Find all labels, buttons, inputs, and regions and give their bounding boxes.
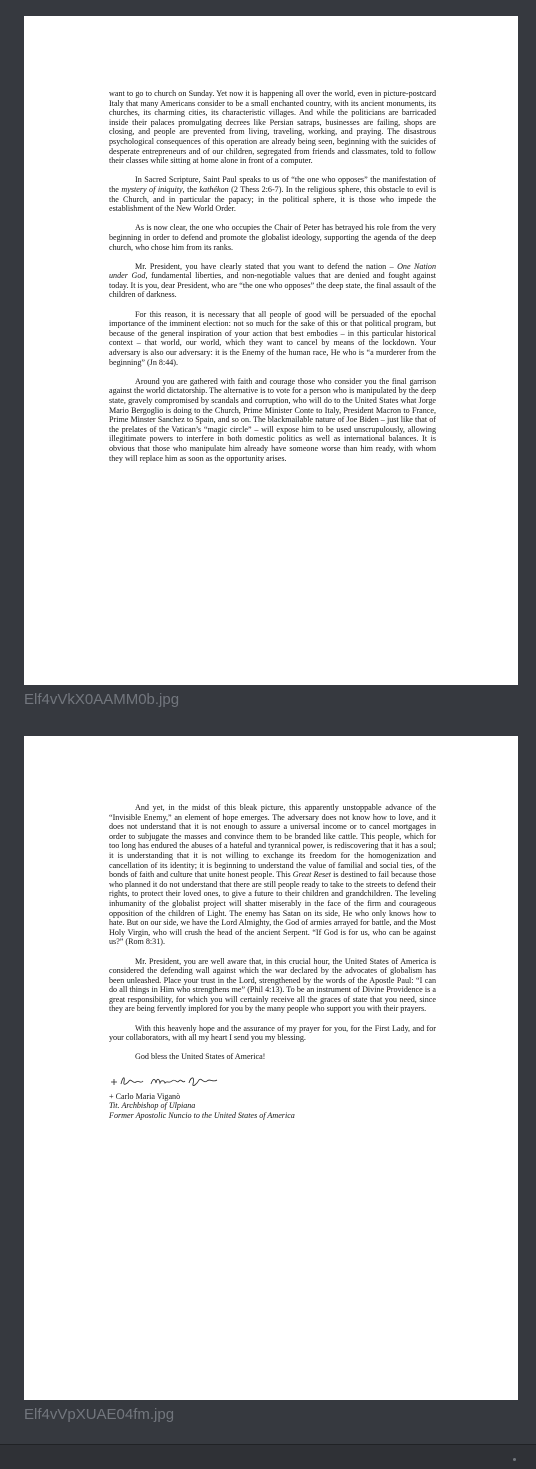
attachment-filename-1[interactable]: Elf4vVkX0AAMM0b.jpg [24,691,180,708]
paragraph-text: God bless the United States of America! [135,1052,266,1062]
signature-block [109,1072,436,1121]
letter-paragraph [109,1024,436,1043]
attachment-image-2[interactable] [24,736,518,1426]
attachment-filename-2[interactable]: Elf4vVpXUAE04fm.jpg [24,1406,175,1423]
letter-paragraph [109,89,436,166]
handwritten-signature [109,1072,227,1090]
paragraph-text: Mr. President, you have clearly stated that you want to defend the nation – [135,261,398,271]
italic-text: One Nation under God [109,261,437,281]
signatory-name: + Carlo Maria Viganò [109,1091,181,1101]
italic-text: kathékon [199,184,229,194]
letter-paragraph [109,223,436,252]
paragraph-text: In Sacred Scripture, Saint Paul speaks to us of “the one who opposes” the manifestation of the [109,175,436,194]
attachment-image-1[interactable] [24,16,518,711]
letter-page-1[interactable] [24,16,518,685]
paragraph-text: As is now clear, the one who occupies the Chair of Peter has betrayed his role from the very beginning in order to defend and promote the globalist ideology, supporting the agenda of the deep church, who chose him from its ranks. [109,223,436,252]
letter-paragraph [109,262,436,300]
letter-paragraph [109,377,436,463]
signatory-title: Tit. Archbishop of Ulpiana [109,1101,196,1111]
italic-text: mystery of iniquity [121,184,183,194]
message-input-bar[interactable] [0,1444,536,1469]
paragraph-text: want to go to church on Sunday. Yet now it is happening all over the world, even in picture-postcard Italy that many Americans consider to be a small enchanted country, with its ancient monuments, its churches, its charming cities, its characteristic villages. And while the politicians are barricaded inside their palaces promulgating decrees like Persian satraps, businesses are failing, shops are closing, and people are prevented from living, traveling, working, and praying. The disastrous psychological consequences of this operation are already being seen, beginning with the suicides of desperate entrepreneurs and of our children, segregated from friends and classmates, told to follow their classes while sitting at home alone in front of a computer. [109,89,436,166]
letter-paragraph [109,957,436,1015]
paragraph-text: With this heavenly hope and the assurance of my prayer for you, for the First Lady, and for your collaborators, with all my heart I send you my blessing. [109,1023,436,1043]
letter-paragraph [109,1052,436,1062]
letter-paragraph [109,310,436,368]
italic-text: Great Reset [292,870,331,880]
letter-paragraph [109,803,436,947]
letter-page-2[interactable] [24,736,518,1400]
letter-paragraph [109,175,436,213]
paragraph-text: And yet, in the midst of this bleak picture, this apparently unstoppable advance of the “Invisible Enemy,” an element of hope emerges. The adversary does not know how to love, and it does not understand that it is not enough to assure a universal income or to cancel mortgages in order to subjugate the masses and convince them to be branded like cattle. This people, which for too long has endured the abuses of a hateful and tyrannical power, is rediscovering that it has a soul; it is understanding that it is not willing to exchange its freedom for the homogenization and cancellation of its identity; it is beginning to understand the value of familial and social ties, of the bonds of faith and culture that unite honest people. This [109,803,436,880]
paragraph-text: , the [182,184,200,194]
paragraph-text: For this reason, it is necessary that all people of good will be persuaded of the epochal importance of the imminent election: not so much for the sake of this or that political program, but because of the general inspiration of your action that best embodies – in this particular historical context – that world, our world, which they want to cancel by means of the lockdown. Your adversary is also our adversary: it is the Enemy of the human race, He who is “a murderer from the beginning” (Jn 8:44). [109,309,436,367]
paragraph-text: (2 Thess 2:6-7). In the religious sphere, this obstacle to evil is the Church, and in particular the papacy; in the political sphere, it is those who impede the establishment of the New World Order. [109,184,436,214]
corner-indicator-icon [513,1458,516,1461]
paragraph-text: is destined to fail because those who planned it do not understand that there are still people ready to take to the streets to defend their rights, to protect their loved ones, to give a future to their children and grandchildren. The leveling inhumanity of the globalist project will shatter miserably in the face of the firm and courageous opposition of the children of Light. The enemy has Satan on its side, He who only knows how to hate. But on our side, we have the Lord Almighty, the God of armies arrayed for battle, and the Most Holy Virgin, who will crush the head of the ancient Serpent. “If God is for us, who can be against us?” (Rom 8:31). [109,870,436,947]
paragraph-text: Around you are gathered with faith and courage those who consider you the final garrison against the world dictatorship. The alternative is to vote for a person who is manipulated by the deep state, gravely compromised by scandals and corruption, who will do to the United States what Jorge Mario Bergoglio is doing to the Church, Prime Minister Conte to Italy, President Macron to France, Prime Minster Sanchez to Spain, and so on. The blackmailable nature of Joe Biden – just like that of the prelates of the Vatican’s “magic circle” – will expose him to be used unscrupulously, allowing illegitimate powers to interfere in both domestic politics as well as international balances. It is obvious that those who manipulate him already have someone worse than him ready, with whom they will replace him as soon as the opportunity arises. [109,376,436,463]
signatory-former-role: Former Apostolic Nuncio to the United States of America [109,1110,295,1120]
paragraph-text: , fundamental liberties, and non-negotiable values that are denied and fought against today. It is you, dear President, who are “the one who opposes” the deep state, the final assault of the children of darkness. [109,271,436,300]
paragraph-text: Mr. President, you are well aware that, in this crucial hour, the United States of America is considered the defending wall against which the war declared by the advocates of globalism has been unleashed. Place your trust in the Lord, strengthened by the words of the Apostle Paul: “I can do all things in Him who strengthens me” (Phil 4:13). To be an instrument of Divine Providence is a great responsibility, for which you will certainly receive all the graces of state that you need, since they are being fervently implored for you by the many people who support you with their prayers. [109,956,436,1014]
